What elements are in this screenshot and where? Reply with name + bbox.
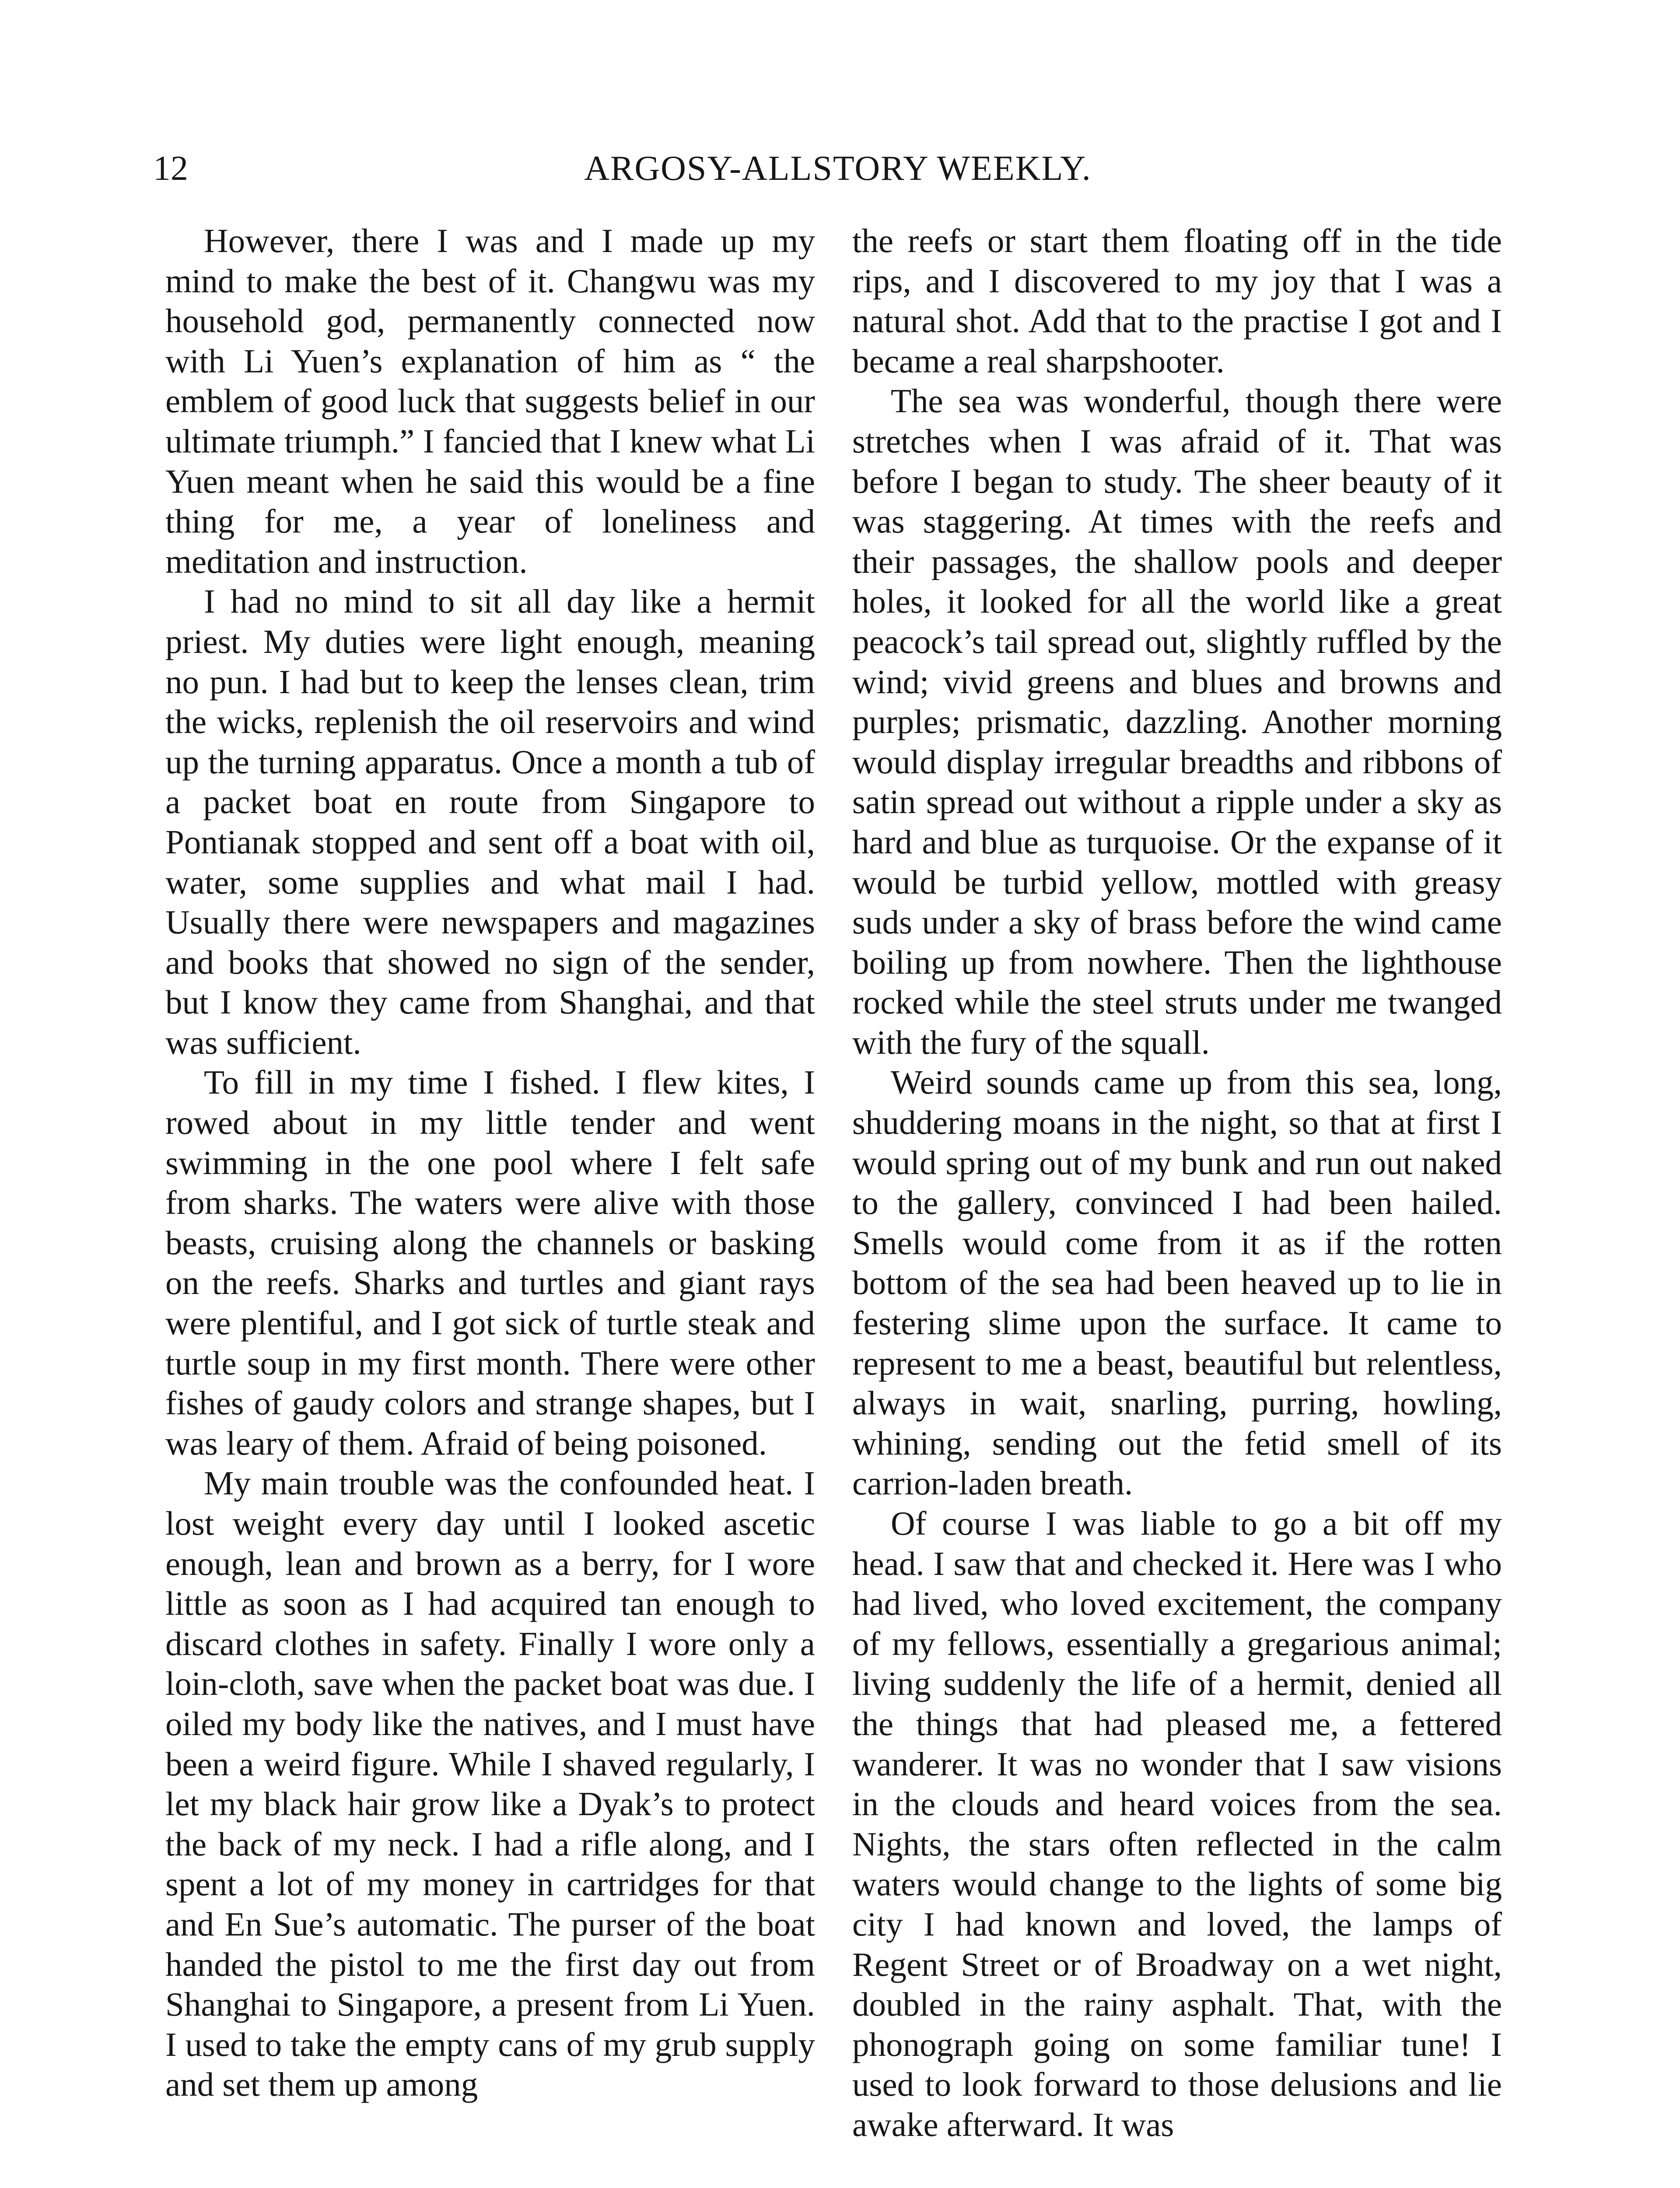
- paragraph: I had no mind to sit all day like a hermit priest. My duties were light enough, meaning no pun. I had but to keep the lenses clean, trim the wicks, replenish the oil reservoirs and wind up the turning apparatus. Once a month a tub of a packet boat en route from Singapore to Pontianak stopped and sent off a boat with oil, water, some supplies and what mail I had. Usually there were newspapers and magazines and books that showed no sign of the sender, but I know they came from Shanghai, and that was sufficient.: [165, 582, 815, 1061]
- paragraph: the reefs or start them floating off in the tide rips, and I discovered to my joy that I was a natural shot. Add that to the practise I got and I became a real sharpshooter.: [852, 222, 1502, 380]
- paragraph: However, there I was and I made up my mind to make the best of it. Changwu was my household god, permanently connected now with Li Yuen’s explanation of him as “ the emblem of good luck that suggests belief in our ultimate triumph.” I fancied that I knew what Li Yuen meant when he said this would be a fine thing for me, a year of loneliness and meditation and instruction.: [165, 222, 815, 580]
- page-header: [153, 144, 1522, 197]
- right-column: [852, 221, 1502, 2145]
- running-title: ARGOSY-ALLSTORY WEEKLY.: [584, 149, 1092, 188]
- paragraph: To fill in my time I fished. I flew kites, I rowed about in my little tender and went swimming in the one pool where I felt safe from sharks. The waters were alive with those beasts, cruising along the channels or basking on the reefs. Sharks and turtles and giant rays were plentiful, and I got sick of turtle steak and turtle soup in my first month. There were other fishes of gaudy colors and strange shapes, but I was leary of them. Afraid of being poisoned.: [165, 1063, 815, 1462]
- paragraph: The sea was wonderful, though there were stretches when I was afraid of it. That was before I began to study. The sheer beauty of it was staggering. At times with the reefs and their passages, the shallow pools and deeper holes, it looked for all the world like a great peacock’s tail spread out, slightly ruffled by the wind; vivid greens and blues and browns and purples; prismatic, dazzling. Another morning would display irregular breadths and ribbons of satin spread out without a ripple under a sky as hard and blue as turquoise. Or the expanse of it would be turbid yellow, mottled with greasy suds under a sky of brass before the wind came boiling up from nowhere. Then the lighthouse rocked while the steel struts under me twanged with the fury of the squall.: [852, 382, 1502, 1061]
- page-number: 12: [153, 149, 188, 188]
- paragraph: My main trouble was the confounded heat. I lost weight every day until I looked ascetic enough, lean and brown as a berry, for I wore little as soon as I had acquired tan enough to discard clothes in safety. Finally I wore only a loin-cloth, save when the packet boat was due. I oiled my body like the natives, and I must have been a weird figure. While I shaved regularly, I let my black hair grow like a Dyak’s to protect the back of my neck. I had a rifle along, and I spent a lot of my money in cartridges for that and En Sue’s automatic. The purser of the boat handed the pistol to me the first day out from Shanghai to Singapore, a present from Li Yuen. I used to take the empty cans of my grub supply and set them up among: [165, 1464, 815, 2104]
- paragraph: Weird sounds came up from this sea, long, shuddering moans in the night, so that at first I would spring out of my bunk and run out naked to the gallery, convinced I had been hailed. Smells would come from it as if the rotten bottom of the sea had been heaved up to lie in festering slime upon the surface. It came to represent to me a beast, beautiful but relentless, always in wait, snarling, purring, howling, whining, sending out the fetid smell of its carrion-laden breath.: [852, 1063, 1502, 1502]
- left-column: [165, 221, 815, 2105]
- paragraph: Of course I was liable to go a bit off my head. I saw that and checked it. Here was I who had lived, who loved excitement, the company of my fellows, essentially a gregarious animal; living suddenly the life of a hermit, denied all the things that had pleased me, a fettered wanderer. It was no wonder that I saw visions in the clouds and heard voices from the sea. Nights, the stars often reflected in the calm waters would change to the lights of some big city I had known and loved, the lamps of Regent Street or of Broadway on a wet night, doubled in the rainy asphalt. That, with the phonograph going on some familiar tune! I used to look forward to those delusions and lie awake afterward. It was: [852, 1504, 1502, 2143]
